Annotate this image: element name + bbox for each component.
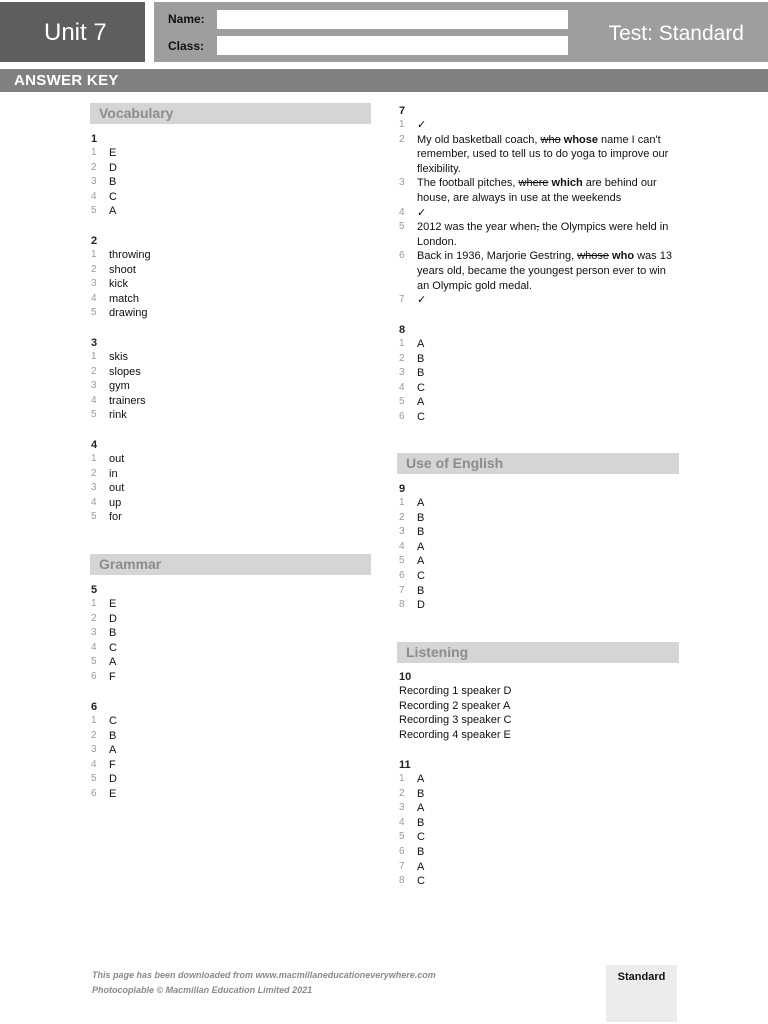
recording-line: Recording 4 speaker E (399, 729, 511, 741)
answer: A (417, 773, 425, 785)
answer-text: Back in 1936, Marjorie Gestring, (417, 250, 578, 263)
list-item: 6 Back in 1936, Marjorie Gestring, whose who was 13 years old, became the youngest person ever to win an Olympic gold medal. (399, 250, 672, 292)
question-number: 2 (91, 235, 98, 247)
level-badge: Standard (606, 965, 677, 1022)
question-number: 5 (91, 584, 98, 596)
list-item: 5 2012 was the year when, the Olympics were held in London. (399, 221, 669, 248)
answer: throwing (109, 249, 151, 261)
answer-text: 2012 was the year when (417, 221, 537, 234)
struck-word: , (536, 221, 540, 234)
answer: A (109, 205, 117, 218)
question-number: 7 (399, 105, 406, 117)
answer-text: My old basketball coach, (417, 133, 541, 146)
answer: in (109, 467, 118, 480)
name-label: Name: (168, 12, 205, 26)
answer: B (417, 511, 425, 524)
answer: A (109, 744, 117, 757)
name-field[interactable] (217, 10, 568, 29)
test-label: Test: Standard (608, 22, 744, 45)
struck-word: who (540, 133, 561, 146)
header-panel (154, 2, 768, 62)
answer: skis (109, 351, 128, 363)
answer: drawing (109, 307, 148, 320)
corrected-word: whose (560, 133, 598, 146)
section-listening: Listening (397, 642, 679, 663)
answer: match (109, 292, 139, 305)
section-vocabulary: Vocabulary (90, 103, 371, 124)
answer: C (417, 381, 425, 394)
question-number: 10 (399, 671, 412, 683)
answer: A (417, 338, 425, 350)
corrected-word: which (548, 177, 583, 190)
struck-word: where (518, 177, 549, 190)
list-item: 7 ✓ (399, 294, 427, 307)
answer-text: The football pitches, (417, 177, 519, 190)
answer: B (417, 367, 425, 380)
question-number: 4 (91, 439, 98, 451)
answer: A (109, 656, 117, 669)
recording-line: Recording 2 speaker A (399, 700, 511, 712)
answer: C (109, 715, 117, 727)
question-number: 3 (91, 337, 98, 349)
list-item: 3 The football pitches, where which are behind our house, are always in use at the weekends (399, 177, 657, 204)
answer: E (109, 598, 117, 610)
answer: B (417, 787, 425, 800)
answer: trainers (109, 394, 146, 407)
check-mark: ✓ (417, 294, 427, 307)
answer: D (109, 161, 117, 174)
answer: B (417, 526, 425, 539)
answer: C (417, 875, 425, 888)
answer-text: was 13 years old, became the youngest person ever to win an Olympic gold medal. (417, 250, 672, 292)
recording-line: Recording 1 speaker D (399, 685, 512, 697)
answer: B (109, 176, 117, 189)
footer-download-line: This page has been downloaded from www.macmillaneducationeverywhere.com (92, 970, 436, 980)
check-mark: ✓ (417, 119, 427, 131)
answer-key-bar: ANSWER KEY (0, 69, 768, 92)
answer: rink (109, 409, 127, 422)
answer: A (417, 497, 425, 509)
answer-text: are behind our house, are always in use at the weekends (417, 177, 657, 204)
answer: A (417, 540, 425, 553)
answer: A (417, 802, 425, 815)
answer: C (417, 569, 425, 582)
answer: A (417, 555, 425, 568)
answer: A (417, 396, 425, 409)
answer: D (109, 612, 117, 625)
list-item: 1 ✓ (399, 119, 427, 131)
footer-copyright-line: Photocopiable © Macmillan Education Limited 2021 (92, 984, 313, 995)
answer: up (109, 496, 122, 509)
answer: out (109, 482, 125, 495)
answer: F (109, 670, 116, 683)
answer: D (109, 773, 117, 786)
list-item: 4 ✓ (399, 206, 427, 219)
section-grammar: Grammar (90, 554, 371, 575)
list-item: 2 My old basketball coach, who whose name I can't remember, used to tell us to do yoga to improve our flexibility. (399, 133, 669, 175)
answer: shoot (109, 263, 136, 276)
answer: C (109, 641, 117, 654)
struck-word: whose (577, 250, 609, 263)
question-number: 6 (91, 701, 98, 713)
footer (92, 968, 436, 997)
answer: gym (109, 380, 130, 393)
answer: C (417, 410, 425, 423)
corrected-word: who (608, 250, 635, 263)
answer: B (109, 627, 117, 640)
answer-text: name I can't remember, used to tell us to do yoga to improve our flexibility. (417, 133, 669, 175)
section-use-of-english: Use of English (397, 453, 679, 474)
question-number: 11 (399, 759, 411, 771)
answer-text: the Olympics were held in London. (417, 221, 669, 248)
answer: E (109, 787, 117, 800)
question-number: 9 (399, 483, 406, 495)
question-number: 1 (91, 133, 98, 145)
class-label: Class: (168, 39, 205, 53)
answer: B (417, 352, 425, 365)
answer: F (109, 758, 116, 771)
check-mark: ✓ (417, 206, 427, 219)
answer: B (417, 584, 425, 597)
unit-title: Unit 7 (0, 2, 145, 62)
question-number: 8 (399, 324, 406, 336)
answer: for (109, 511, 122, 524)
answer: slopes (109, 365, 141, 378)
answer-list-q7 (399, 118, 681, 308)
answer: B (417, 816, 425, 829)
answer: D (417, 599, 425, 612)
answer: B (417, 845, 425, 858)
answer: B (109, 729, 117, 742)
answer: out (109, 453, 125, 465)
answer: C (109, 190, 117, 203)
recording-line: Recording 3 speaker C (399, 714, 512, 726)
answer: A (417, 860, 425, 873)
answer: E (109, 147, 117, 159)
answer: kick (109, 278, 128, 291)
class-field[interactable] (217, 36, 568, 55)
answer: C (417, 831, 425, 844)
